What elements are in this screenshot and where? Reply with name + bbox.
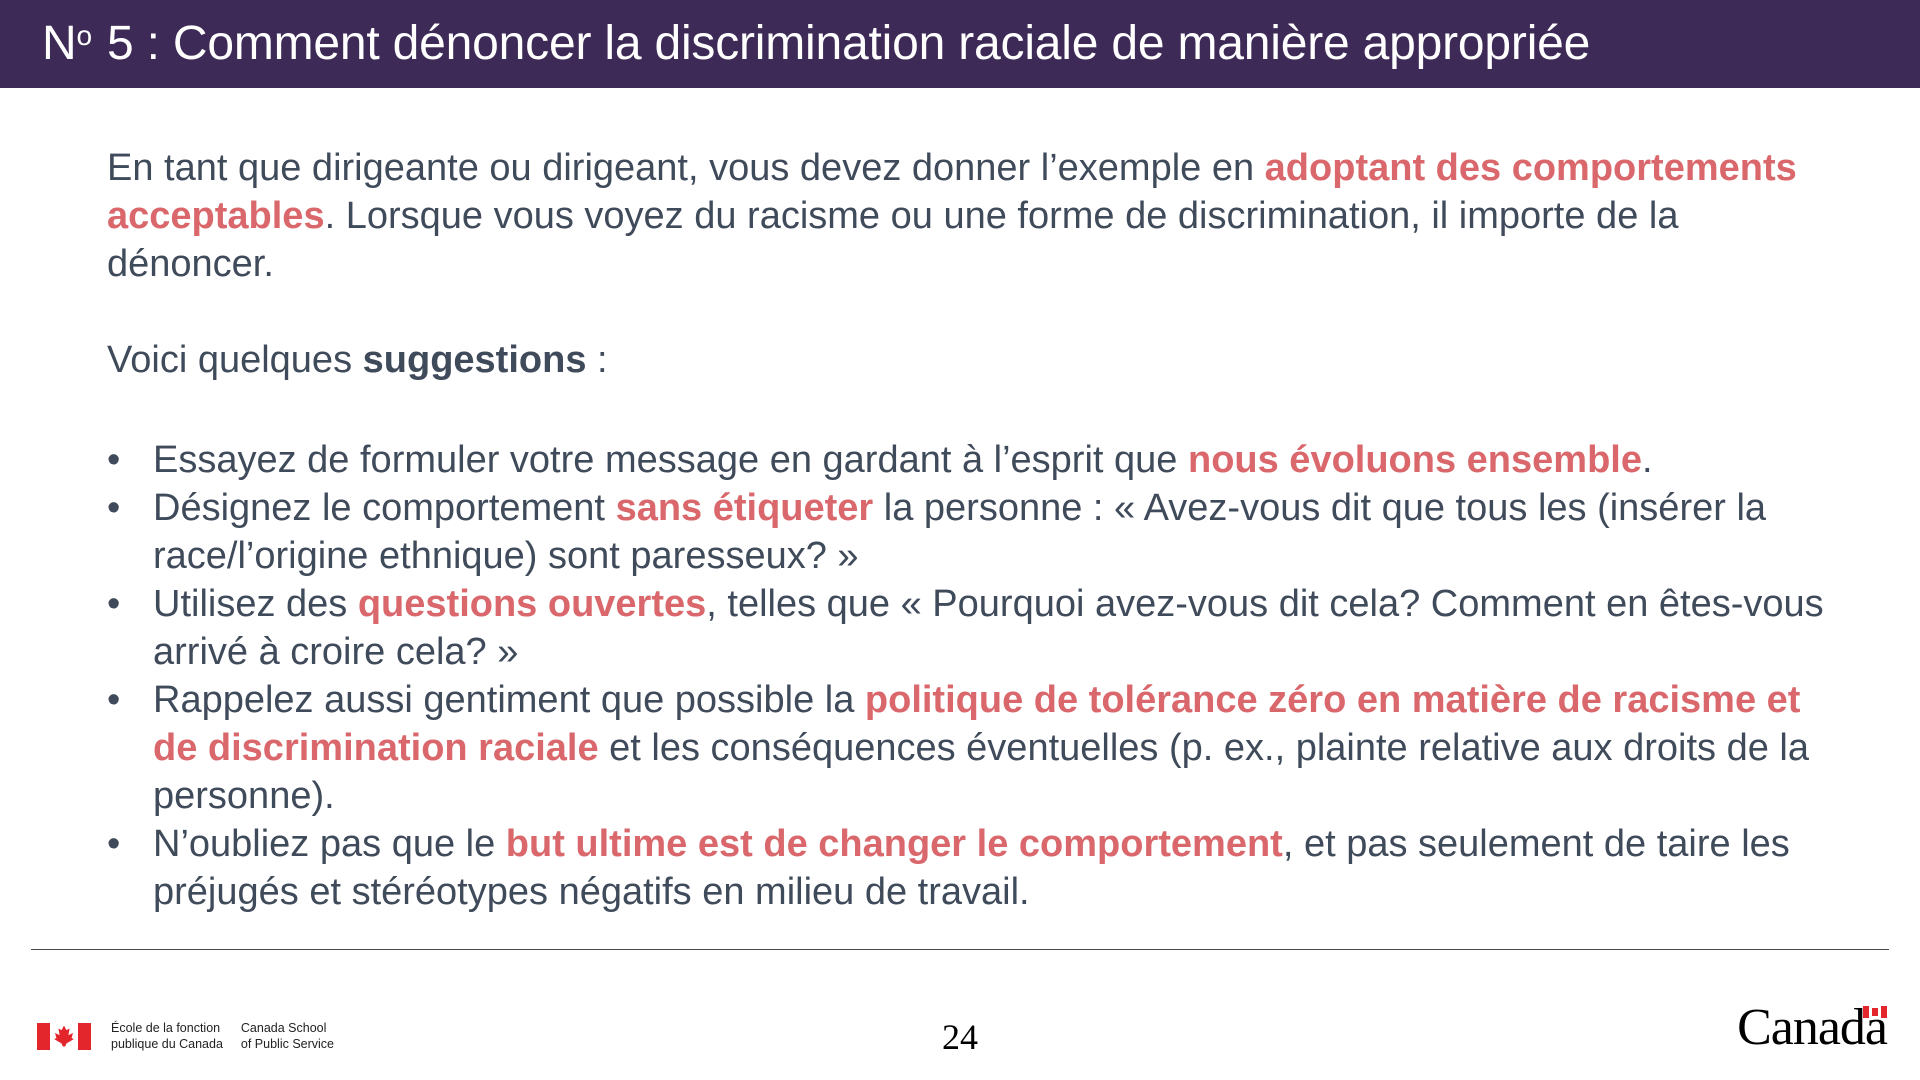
institution-fr-line1: École de la fonction bbox=[111, 1021, 221, 1035]
slide-title bbox=[42, 17, 1591, 70]
item-highlight: politique de tolérance zéro en matière de racisme et de discrimination raciale bbox=[153, 679, 1801, 769]
canada-flag-icon bbox=[37, 1023, 91, 1050]
intro-text-a: En tant que dirigeante ou dirigeant, vous devez donner l’exemple en bbox=[107, 147, 1265, 189]
suggestions-text-a: Voici quelques bbox=[107, 339, 363, 381]
footer-divider bbox=[31, 949, 1889, 950]
list-item bbox=[107, 484, 1827, 580]
bullet-marker: • bbox=[107, 679, 121, 721]
item-text-b: , telles que « Pourquoi avez-vous dit cela? Comment en êtes-vous arrivé à croire cela? » bbox=[153, 583, 1824, 673]
item-text-b: la personne : « Avez-vous dit que tous les (insérer la race/l’origine ethnique) sont paresseux? » bbox=[153, 487, 1767, 577]
intro-highlight: adoptant des comportements acceptables bbox=[107, 147, 1797, 237]
title-bar bbox=[0, 0, 1920, 88]
canada-wordmark: Canada bbox=[1737, 999, 1887, 1056]
item-highlight: but ultime est de changer le comportement bbox=[505, 823, 1283, 865]
item-text-a: Essayez de formuler votre message en gardant à l’esprit que bbox=[153, 439, 1188, 481]
title-number-superscript: o bbox=[76, 20, 92, 51]
bullet-marker: • bbox=[107, 439, 121, 481]
institution-name-fr bbox=[111, 1020, 223, 1052]
institution-en-line1: Canada School bbox=[240, 1021, 327, 1035]
item-text-b: . bbox=[1641, 439, 1653, 481]
item-text-b: , et pas seulement de taire les préjugés et stéréotypes négatifs en milieu de travail. bbox=[153, 823, 1790, 913]
institution-fr-line2: publique du Canada bbox=[111, 1037, 223, 1051]
suggestions-text-b: : bbox=[586, 339, 608, 381]
item-text-a: Rappelez aussi gentiment que possible la bbox=[153, 679, 865, 721]
bullet-marker: • bbox=[107, 487, 121, 529]
item-highlight: sans étiqueter bbox=[615, 487, 874, 529]
suggestions-strong: suggestions bbox=[362, 339, 587, 381]
title-number-n: N bbox=[42, 17, 77, 70]
item-text-b: et les conséquences éventuelles (p. ex., plainte relative aux droits de la personne). bbox=[153, 727, 1809, 817]
slide-content bbox=[107, 144, 1827, 916]
suggestion-list bbox=[107, 436, 1827, 916]
page-number: 24 bbox=[942, 1017, 978, 1057]
list-item bbox=[107, 580, 1827, 676]
intro-text-b: . Lorsque vous voyez du racisme ou une forme de discrimination, il importe de la dénoncer. bbox=[107, 195, 1679, 285]
suggestions-lead bbox=[107, 336, 1827, 384]
item-highlight: nous évoluons ensemble bbox=[1187, 439, 1642, 481]
list-item bbox=[107, 820, 1827, 916]
intro-paragraph bbox=[107, 144, 1827, 288]
item-text-a: N’oubliez pas que le bbox=[153, 823, 506, 865]
bullet-marker: • bbox=[107, 823, 121, 865]
spacer bbox=[107, 384, 1827, 436]
list-item bbox=[107, 436, 1827, 484]
institution-signature bbox=[37, 1016, 352, 1056]
institution-en-line2: of Public Service bbox=[240, 1037, 335, 1051]
list-item bbox=[107, 676, 1827, 820]
item-text-a: Utilisez des bbox=[153, 583, 358, 625]
spacer bbox=[107, 288, 1827, 336]
item-text-a: Désignez le comportement bbox=[153, 487, 616, 529]
item-highlight: questions ouvertes bbox=[357, 583, 707, 625]
institution-name-en bbox=[241, 1020, 334, 1052]
title-text: 5 : Comment dénoncer la discrimination raciale de manière appropriée bbox=[93, 17, 1591, 70]
bullet-marker: • bbox=[107, 583, 121, 625]
